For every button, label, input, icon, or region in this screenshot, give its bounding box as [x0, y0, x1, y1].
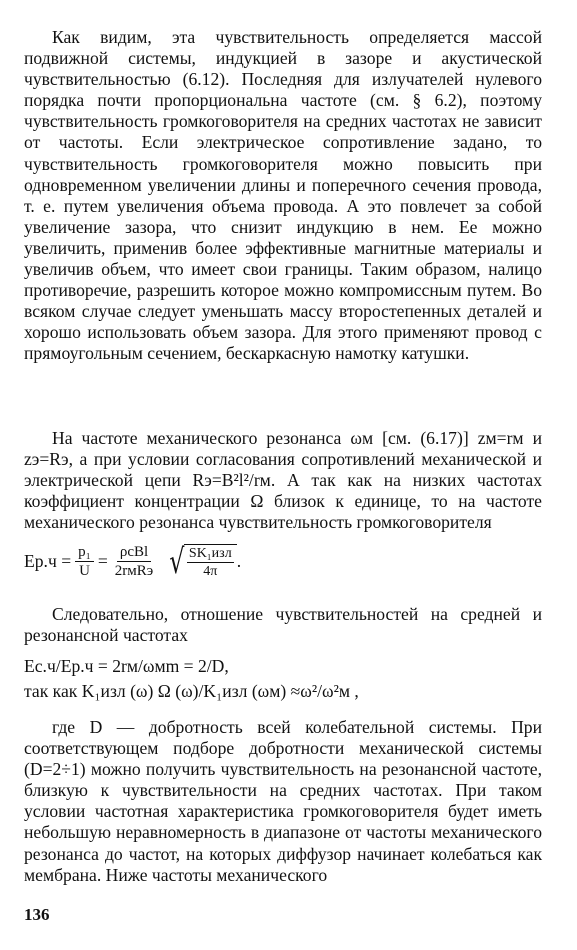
radicand-denominator: 4π — [203, 563, 218, 579]
paragraph-text: На частоте механического резонанса ωм [см. (6.17)] zм=rм и zэ=Rэ, а при условии согласования сопротивлений механической и электрической цепи Rэ=B²l²/rм. А так как на низких частотах коэффициент концентрации Ω близок к единице, то на частоте механического резонанса чувствительность громкоговорителя — [24, 428, 542, 533]
paragraph-text: Как видим, эта чувствительность определяется массой подвижной системы, индукцией в зазоре и акустической чувствительностью (6.12). Последняя для излучателей нулевого порядка почти пропорциональна частоте (см. § 6.2), поэтому чувствительность громкоговорителя на средних частотах не зависит от частоты. Если электрическое сопротивление задано, то чувствительность громкоговорителя можно повысить при одновременном увеличении длины и поперечного сечения провода, т. е. путем увеличения объема провода. А это повлечет за собой увеличение зазора, что снизит индукцию в нем. Ее можно увеличить, применив более эффективные магнитные материалы и увеличив объем, что имеет свои границы. Таким образом, налицо противоречие, разрешить которое можно компромиссным путем. Во всяком случае следует уменьшать массу второстепенных деталей и хорошо использовать объем зазора. Для этого применяют провод с прямоугольным сечением, бескаркасную намотку катушки. — [24, 27, 542, 364]
fraction-denominator: U — [79, 563, 90, 579]
fraction-p1-over-u — [75, 543, 94, 580]
paragraph-sensitivity-discussion — [24, 27, 542, 365]
paragraph-sensitivity-ratio — [24, 604, 542, 646]
paragraph-quality-factor — [24, 717, 542, 886]
page-number: 136 — [24, 905, 50, 924]
formula-ratio: Eс.ч/Eр.ч = 2rм/ωмm = 2/D, — [24, 656, 229, 676]
equals-sign: = — [97, 551, 108, 571]
fraction-numerator: ρcBl — [117, 543, 151, 562]
paragraph-text: Следовательно, отношение чувствительностей на средней и резонансной частотах — [24, 604, 542, 646]
fraction-denominator: 2rмRэ — [114, 563, 154, 579]
sqrt-radicand — [184, 544, 237, 580]
square-root-icon: √ — [169, 541, 185, 582]
formula-lhs: Eр.ч = — [24, 551, 72, 571]
fraction-rho-c-bl — [112, 543, 156, 580]
formula-period: . — [236, 551, 242, 571]
fraction-numerator: p₁ — [75, 543, 94, 562]
paragraph-text: где D — добротность всей колебательной системы. При соответствующем подборе добротности механической системы (D=2÷1) можно получить чувствительность на резонансной частоте, близкую к чувствительности на средних частотах. При таком условии частотная характеристика громкоговорителя будет иметь небольшую неравномерность в диапазоне от частоты механического резонанса до частот, на которых диффузор начинает колебаться как мембрана. Ниже частоты механического — [24, 717, 542, 885]
radicand-numerator: SK₁изл — [188, 545, 232, 561]
formula-resonance-sensitivity — [24, 543, 241, 580]
formula-condition: так как K₁изл (ω) Ω (ω)/K₁изл (ωм) ≈ω²/ω²м , — [24, 681, 359, 701]
paragraph-resonance-frequency — [24, 428, 542, 533]
